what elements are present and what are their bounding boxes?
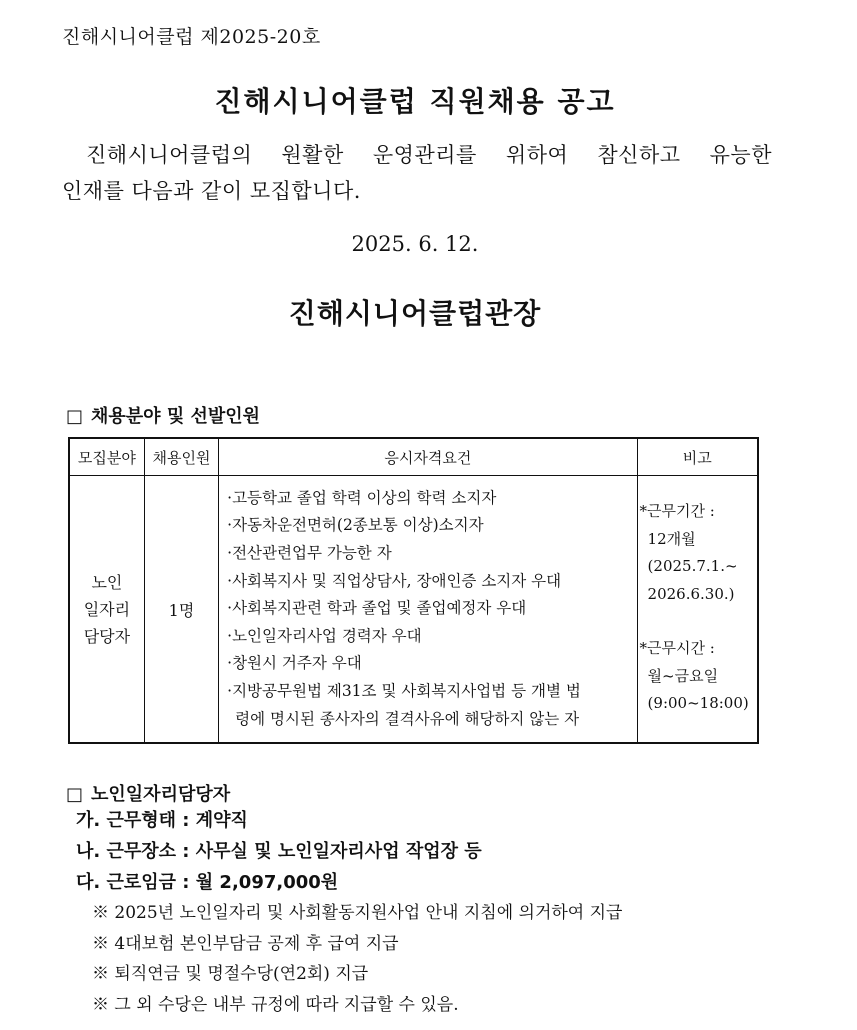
requirement-item: ·사회복지사 및 직업상담사, 장애인증 소지자 우대 [227,571,562,590]
requirement-item: ·노인일자리사업 경력자 우대 [227,626,422,645]
intro-line-1: 진해시니어클럽의 원활한 운영관리를 위하여 참신하고 유능한 [86,143,772,167]
section-title: 노인일자리담당자 [91,784,231,805]
table-row [69,476,758,744]
section-title: 채용분야 및 선발인원 [91,406,261,427]
table-header-row [69,438,758,476]
cell-requirements [219,476,637,744]
intro-line-2: 인재를 다음과 같이 모집합니다. [62,179,361,203]
detail-work-type: 가. 근무형태 : 계약직 [76,810,248,831]
note-hours-label: *근무시간 : [639,639,715,657]
note-period-range-end: 2026.6.30.) [647,584,735,603]
header-count: 채용인원 [144,438,218,476]
header-note: 비고 [637,438,758,476]
position-details [62,805,822,1020]
header-field: 모집분야 [69,438,144,476]
requirement-item: ·사회복지관련 학과 졸업 및 졸업예정자 우대 [227,599,527,618]
requirement-item: ·전산관련업무 가능한 자 [227,544,392,563]
field-line: 노인 [91,572,123,592]
header-requirements: 응시자격요건 [219,438,637,476]
requirement-item: ·자동차운전면허(2종보통 이상)소지자 [227,516,484,535]
note-hours-time: (9:00~18:00) [647,694,749,712]
field-line: 담당자 [83,626,131,646]
detail-note: ※ 퇴직연금 및 명절수당(연2회) 지급 [92,964,369,984]
detail-note: ※ 2025년 노인일자리 및 사회활동지원사업 안내 지침에 의거하여 지급 [92,903,623,923]
detail-work-place: 나. 근무장소 : 사무실 및 노인일자리사업 작업장 등 [76,841,482,862]
cell-count: 1명 [144,476,218,744]
detail-note: ※ 4대보험 본인부담금 공제 후 급여 지급 [92,933,399,954]
document-number: 진해시니어클럽 제2025-20호 [62,26,321,48]
detail-wage: 다. 근로임금 : 월 2,097,000원 [76,872,339,893]
field-line: 일자리 [83,599,131,619]
issuer-name: 진해시니어클럽관장 [288,297,542,330]
requirement-item: ·고등학교 졸업 학력 이상의 학력 소지자 [227,488,497,507]
note-period-range-start: (2025.7.1.~ [647,557,738,575]
cell-field [69,476,144,744]
page-title: 진해시니어클럽 직원채용 공고 [214,85,616,118]
detail-note: ※ 그 외 수당은 내부 규정에 따라 지급할 수 있음. [92,994,459,1015]
note-period-value: 12개월 [647,529,696,548]
intro-paragraph [62,137,772,209]
section-heading-position [66,780,230,806]
requirement-item: ·지방공무원법 제31조 및 사회복지사업법 등 개별 법 [227,681,581,700]
checkbox-square-icon: □ [66,406,84,427]
section-heading-recruitment [66,402,260,428]
note-hours-days: 월~금요일 [647,666,719,685]
note-period-label: *근무기간 : [639,502,715,520]
announcement-date: 2025. 6. 12. [351,232,479,256]
checkbox-square-icon: □ [66,784,84,805]
requirement-item: ·창원시 거주자 우대 [227,654,362,673]
recruitment-table [68,437,759,744]
requirement-item: 령에 명시된 종사자의 결격사유에 해당하지 않는 자 [235,709,580,728]
cell-note [637,476,758,744]
